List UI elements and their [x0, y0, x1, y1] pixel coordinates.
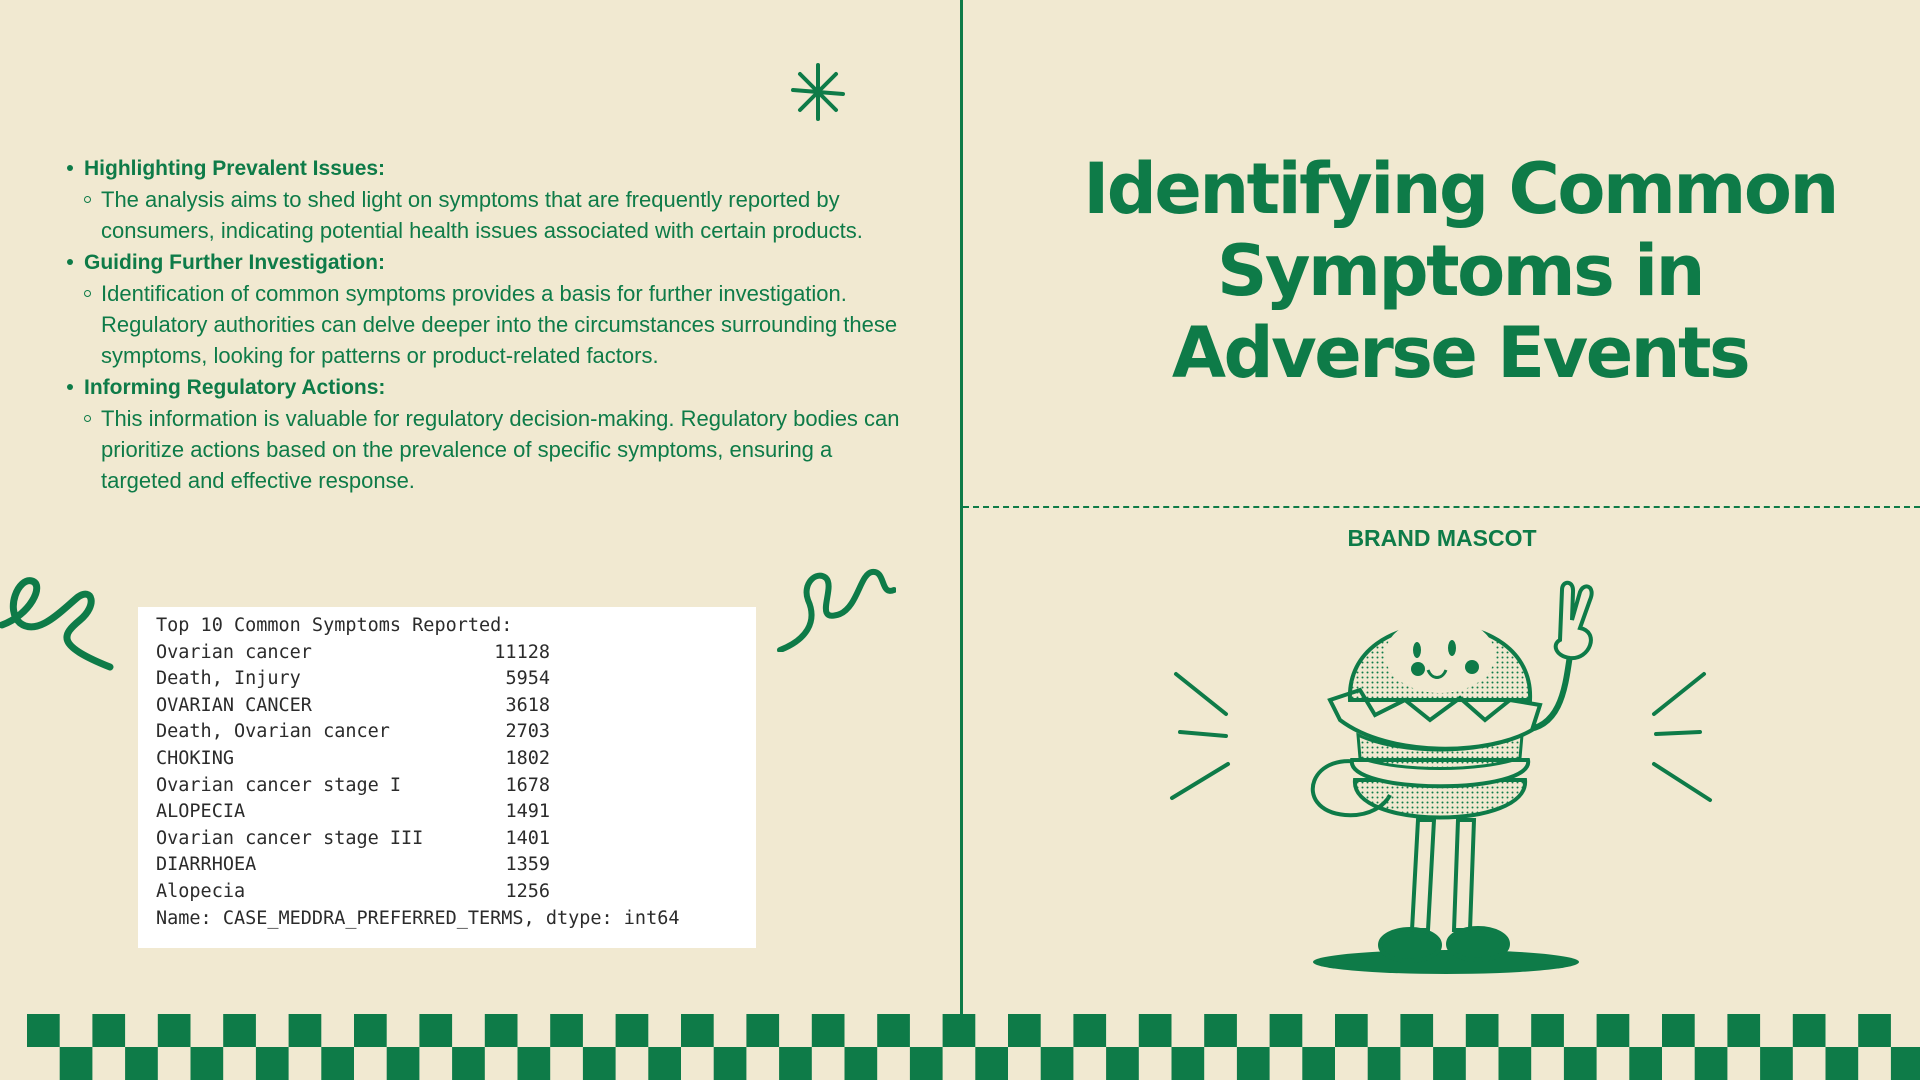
bullet-detail: Identification of common symptoms provides a basis for further investigation. Regulatory authorities can delve deeper into the circumstances surrounding these symptoms, looking for patterns or product-related factors. — [62, 278, 912, 371]
checker-cell — [746, 1014, 779, 1047]
code-output-row — [156, 773, 756, 800]
checker-cell — [648, 1047, 681, 1080]
mascot-label: BRAND MASCOT — [1347, 525, 1537, 551]
symptom-count: 1401 — [505, 827, 550, 849]
checker-cell — [943, 1014, 976, 1047]
code-output-row — [156, 693, 756, 720]
checker-cell — [485, 1014, 518, 1047]
symptom-term: Ovarian cancer stage I — [156, 774, 402, 796]
checker-cell — [321, 1047, 354, 1080]
checker-cell — [550, 1014, 583, 1047]
symptom-term: Death, Ovarian cancer — [156, 721, 390, 743]
checker-cell — [1008, 1014, 1041, 1047]
checker-cell — [1891, 1047, 1920, 1080]
code-output-row — [156, 666, 756, 693]
checker-cell — [616, 1014, 649, 1047]
horizontal-dashed-divider — [963, 506, 1920, 508]
symptom-term: CHOKING — [156, 747, 234, 769]
checker-cell — [1727, 1014, 1760, 1047]
checker-cell — [812, 1014, 845, 1047]
checker-cell — [1106, 1047, 1139, 1080]
checker-cell — [714, 1047, 747, 1080]
symptom-term: Alopecia — [156, 880, 246, 902]
checker-cell — [354, 1014, 387, 1047]
checker-cell — [125, 1047, 158, 1080]
checker-cell — [1270, 1014, 1303, 1047]
checker-cell — [1499, 1047, 1532, 1080]
checker-cell — [910, 1047, 943, 1080]
symptom-term: OVARIAN CANCER — [156, 694, 312, 716]
checker-cell — [1368, 1047, 1401, 1080]
slide-title: Identifying Common Symptoms in Adverse Events — [1083, 148, 1837, 394]
symptom-count: 11128 — [494, 641, 550, 663]
squiggle-icon — [776, 562, 896, 652]
code-output-row — [156, 826, 756, 853]
checker-cell — [1662, 1014, 1695, 1047]
checker-cell — [1400, 1014, 1433, 1047]
checker-cell — [92, 1014, 125, 1047]
bullet-detail: This information is valuable for regulatory decision-making. Regulatory bodies can prioritize actions based on the prevalence of specific symptoms, ensuring a targeted and effective response. — [62, 403, 912, 496]
symptom-count: 1256 — [505, 880, 550, 902]
checker-cell — [1204, 1014, 1237, 1047]
symptom-term: DIARRHOEA — [156, 854, 257, 876]
checker-cell — [289, 1014, 322, 1047]
checker-cell — [1302, 1047, 1335, 1080]
code-output-row — [156, 879, 756, 906]
checker-cell — [877, 1014, 910, 1047]
checker-cell — [1695, 1047, 1728, 1080]
symptom-term: Ovarian cancer — [156, 641, 312, 663]
checker-cell — [256, 1047, 289, 1080]
checker-cell — [1629, 1047, 1662, 1080]
checker-cell — [27, 1014, 60, 1047]
code-output-header: Top 10 Common Symptoms Reported: — [156, 615, 513, 636]
checker-cell — [60, 1047, 93, 1080]
symptom-count: 1359 — [505, 854, 550, 876]
checker-cell — [681, 1014, 714, 1047]
checker-cell — [387, 1047, 420, 1080]
symptom-term: Death, Injury — [156, 668, 301, 690]
symptom-count: 2703 — [505, 721, 550, 743]
symptom-count: 1802 — [505, 747, 550, 769]
checker-cell — [1760, 1047, 1793, 1080]
code-output-row — [156, 746, 756, 773]
sparkle-icon — [788, 62, 848, 122]
code-output-row — [156, 799, 756, 826]
checker-cell — [1858, 1014, 1891, 1047]
checker-cell — [1597, 1014, 1630, 1047]
checkerboard-border — [0, 1014, 1920, 1080]
checker-cell — [518, 1047, 551, 1080]
checker-cell — [419, 1014, 452, 1047]
checker-cell — [1172, 1047, 1205, 1080]
checker-cell — [1826, 1047, 1859, 1080]
checker-cell — [845, 1047, 878, 1080]
checker-cell — [1139, 1014, 1172, 1047]
checker-cell — [1793, 1014, 1826, 1047]
symptom-count: 3618 — [505, 694, 550, 716]
bullet-detail: The analysis aims to shed light on symptoms that are frequently reported by consumers, indicating potential health issues associated with certain products. — [62, 184, 912, 246]
code-output-panel — [138, 607, 756, 948]
code-output-row — [156, 719, 756, 746]
checker-cell — [223, 1014, 256, 1047]
checker-cell — [158, 1014, 191, 1047]
symptom-term: Ovarian cancer stage III — [156, 827, 424, 849]
burger-mascot-icon — [1160, 580, 1720, 980]
checker-cell — [1335, 1014, 1368, 1047]
checker-cell — [1041, 1047, 1074, 1080]
checker-cell — [1073, 1014, 1106, 1047]
checker-cell — [1237, 1047, 1270, 1080]
bullet-heading: Informing Regulatory Actions: — [62, 371, 912, 403]
checker-cell — [583, 1047, 616, 1080]
checker-cell — [1433, 1047, 1466, 1080]
checker-cell — [452, 1047, 485, 1080]
checker-cell — [1466, 1014, 1499, 1047]
checker-cell — [191, 1047, 224, 1080]
checker-cell — [779, 1047, 812, 1080]
code-output-row — [156, 640, 756, 667]
symptom-count: 1678 — [505, 774, 550, 796]
squiggle-icon — [0, 575, 115, 675]
checker-cell — [1564, 1047, 1597, 1080]
symptom-count: 5954 — [505, 668, 550, 690]
bullet-heading: Highlighting Prevalent Issues: — [62, 152, 912, 184]
checker-cell — [975, 1047, 1008, 1080]
symptom-count: 1491 — [505, 801, 550, 823]
symptom-term: ALOPECIA — [156, 801, 246, 823]
code-output-footer: Name: CASE_MEDDRA_PREFERRED_TERMS, dtype: int64 — [156, 907, 680, 929]
bullet-heading: Guiding Further Investigation: — [62, 246, 912, 278]
code-output-row — [156, 852, 756, 879]
checker-cell — [1531, 1014, 1564, 1047]
bullet-list — [62, 152, 912, 496]
